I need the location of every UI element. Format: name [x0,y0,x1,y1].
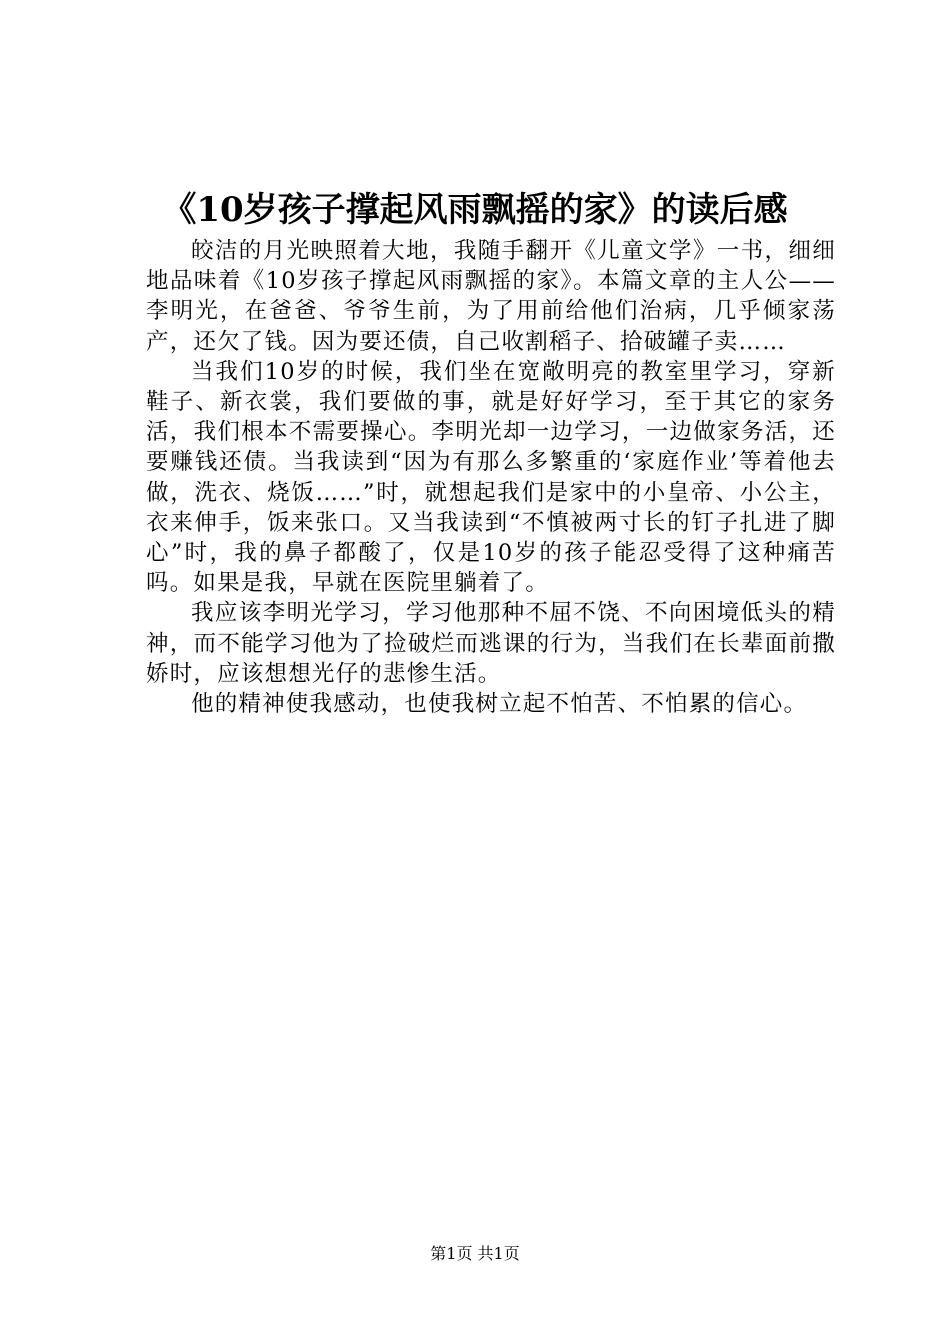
paragraph-2: 当我们10岁的时候，我们坐在宽敞明亮的教室里学习，穿新鞋子、新衣裳，我们要做的事，就是好好学习，至于其它的家务活，我们根本不需要操心。李明光却一边学习，一边做家务活，还要赚钱还债。当我读到“因为有那么多繁重的‘家庭作业’等着他去做，洗衣、烧饭……”时，就想起我们是家中的小皇帝、小公主，衣来伸手，饭来张口。又当我读到“不慎被两寸长的钉子扎进了脚心”时，我的鼻子都酸了，仅是10岁的孩子能忍受得了这种痛苦吗。如果是我，早就在医院里躺着了。 [146,358,836,597]
document-body [146,236,836,719]
paragraph-3: 我应该李明光学习，学习他那种不屈不饶、不向困境低头的精神，而不能学习他为了捡破烂而逃课的行为，当我们在长辈面前撒娇时，应该想想光仔的悲惨生活。 [146,600,836,687]
paragraph-4: 他的精神使我感动，也使我树立起不怕苦、不怕累的信心。 [191,691,808,718]
paragraph-1: 皎洁的月光映照着大地，我随手翻开《儿童文学》一书，细细地品味着《10岁孩子撑起风雨飘摇的家》。本篇文章的主人公——李明光，在爸爸、爷爷生前，为了用前给他们治病，几乎倾家荡产，还欠了钱。因为要还债，自己收割稻子、拾破罐子卖…… [146,238,836,355]
page-number-footer: 第1页 共1页 [430,1244,520,1263]
page-title: 《10岁孩子撑起风雨飘摇的家》的读后感 [162,190,788,230]
